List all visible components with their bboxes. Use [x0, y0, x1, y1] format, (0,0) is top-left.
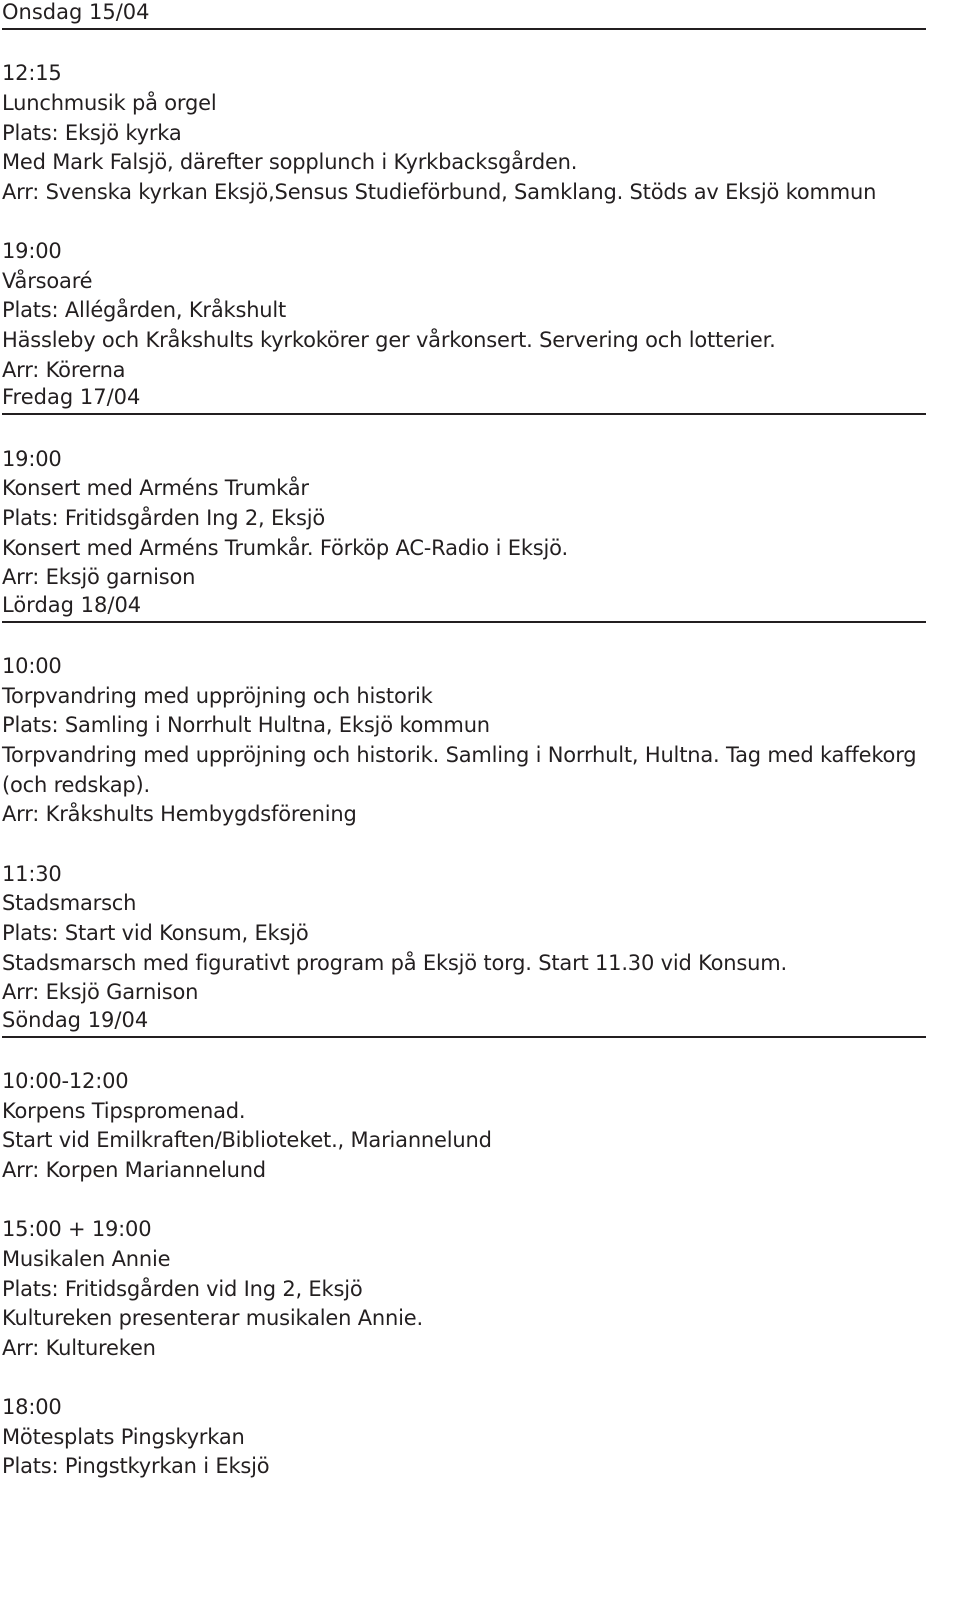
event-location: Plats: Pingstkyrkan i Eksjö: [2, 1454, 270, 1479]
day-section: [2, 0, 926, 385]
event-time: 12:15: [2, 61, 62, 86]
event-organizer: Arr: Svenska kyrkan Eksjö,Sensus Studieförbund, Samklang. Stöds av Eksjö kommun: [2, 179, 877, 204]
day-header: Lördag 18/04: [2, 593, 926, 623]
event-location: Plats: Fritidsgården Ing 2, Eksjö: [2, 505, 326, 530]
event-title: Vårsoaré: [2, 268, 93, 293]
event-organizer: Arr: Eksjö Garnison: [2, 980, 199, 1005]
event-title: Torpvandring med uppröjning och historik: [2, 683, 433, 708]
event-calendar: [2, 0, 926, 1482]
event-entry: [2, 445, 926, 593]
event-time: 10:00: [2, 654, 62, 679]
event-time: 18:00: [2, 1395, 62, 1420]
day-section: [2, 385, 926, 593]
event-description: Hässleby och Kråkshults kyrkokörer ger vårkonsert. Servering och lotterier.: [2, 328, 776, 353]
day-header: Fredag 17/04: [2, 385, 926, 415]
event-organizer: Arr: Korpen Mariannelund: [2, 1158, 266, 1183]
day-header: Onsdag 15/04: [2, 0, 926, 30]
event-time: 11:30: [2, 861, 62, 886]
event-description: Med Mark Falsjö, därefter sopplunch i Kyrkbacksgården.: [2, 150, 578, 175]
event-entry: [2, 1067, 926, 1186]
event-time: 15:00 + 19:00: [2, 1217, 152, 1242]
event-time: 19:00: [2, 239, 62, 264]
day-section: [2, 1008, 926, 1482]
event-entry: [2, 237, 926, 385]
event-title: Lunchmusik på orgel: [2, 90, 217, 115]
event-title: Korpens Tipspromenad.: [2, 1098, 246, 1123]
event-entry: [2, 1393, 926, 1482]
event-location: Plats: Samling i Norrhult Hultna, Eksjö kommun: [2, 713, 490, 738]
event-location: Plats: Eksjö kyrka: [2, 120, 182, 145]
event-organizer: Arr: Körerna: [2, 357, 126, 382]
event-location: Plats: Allégården, Kråkshult: [2, 298, 287, 323]
event-organizer: Arr: Eksjö garnison: [2, 565, 196, 590]
event-title: Mötesplats Pingskyrkan: [2, 1424, 245, 1449]
event-organizer: Arr: Kråkshults Hembygdsförening: [2, 802, 357, 827]
event-time: 10:00-12:00: [2, 1069, 129, 1094]
event-location: Plats: Start vid Konsum, Eksjö: [2, 920, 309, 945]
event-time: 19:00: [2, 446, 62, 471]
day-header: Söndag 19/04: [2, 1008, 926, 1038]
event-entry: [2, 860, 926, 1008]
event-description: Konsert med Arméns Trumkår. Förköp AC-Radio i Eksjö.: [2, 535, 568, 560]
event-description: (och redskap).: [2, 772, 150, 797]
event-title: Konsert med Arméns Trumkår: [2, 476, 309, 501]
event-entry: [2, 652, 926, 830]
event-entry: [2, 59, 926, 207]
event-description: Kultureken presenterar musikalen Annie.: [2, 1306, 423, 1331]
event-organizer: Arr: Kultureken: [2, 1335, 156, 1360]
event-location: Plats: Fritidsgården vid Ing 2, Eksjö: [2, 1276, 363, 1301]
event-entry: [2, 1215, 926, 1363]
event-title: Musikalen Annie: [2, 1246, 171, 1271]
day-section: [2, 593, 926, 1008]
event-description: Stadsmarsch med figurativt program på Eksjö torg. Start 11.30 vid Konsum.: [2, 950, 787, 975]
event-description: Start vid Emilkraften/Biblioteket., Mariannelund: [2, 1128, 492, 1153]
event-description: Torpvandring med uppröjning och historik. Samling i Norrhult, Hultna. Tag med kaffekorg: [2, 743, 917, 768]
event-title: Stadsmarsch: [2, 891, 137, 916]
